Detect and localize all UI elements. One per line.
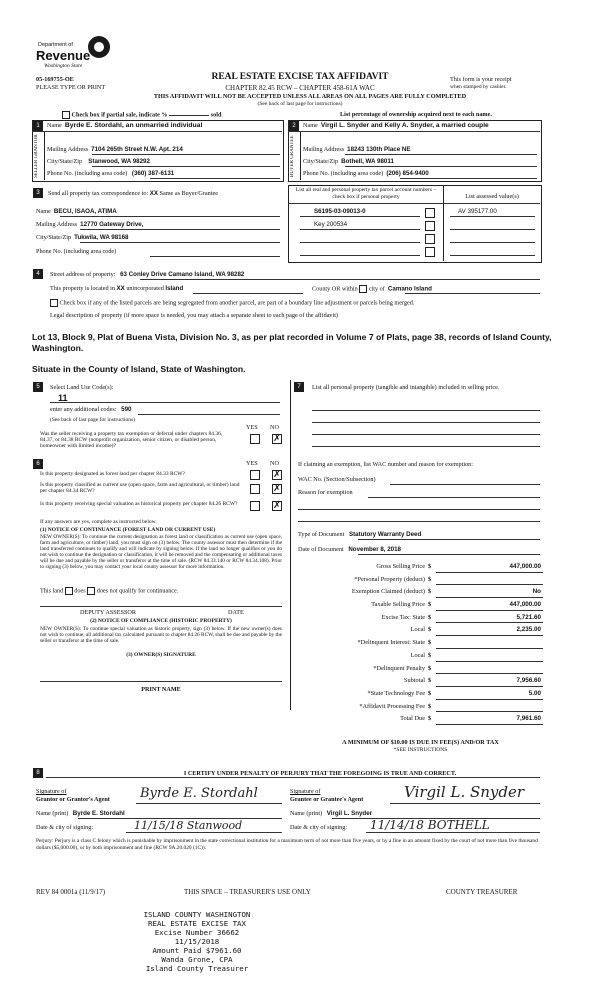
grantee-name[interactable]: Virgil L. Snyder	[326, 810, 373, 817]
grantee-sig-label: Signature of Grantee or Grantee's Agent	[290, 788, 364, 803]
does-not-checkbox[interactable]	[87, 587, 95, 595]
dollar-sign: $	[428, 702, 432, 710]
section-4-badge: 4	[33, 269, 43, 279]
grantor-signature[interactable]: Byrde E. Stordahl	[140, 786, 258, 801]
seller-phone[interactable]: (360) 387-6131	[131, 170, 175, 177]
send-correspondence: Send all property tax correspondence to: XX Same as Buyer/Grantee	[48, 190, 218, 197]
partial-sale: Check box if partial sale, indicate % sold	[62, 111, 221, 119]
forest-question: Is this property designated as forest land per chapter 84.33 RCW?	[40, 471, 185, 477]
wac-label: WAC No. (Section/Subsection)	[298, 476, 376, 483]
exemption-no-checkbox[interactable]: ✗	[273, 433, 281, 443]
forest-yes-checkbox[interactable]	[250, 470, 260, 480]
city-name[interactable]: Camano Island	[387, 285, 432, 293]
tax-row-value[interactable]: 447,000.00	[509, 563, 541, 570]
deputy-assessor: DEPUTY ASSESSOR	[80, 609, 136, 616]
tax-row-label: Gross Selling Price	[376, 563, 425, 570]
section-8-badge: 8	[33, 768, 43, 778]
tax-row	[298, 561, 543, 574]
dollar-sign: $	[428, 639, 432, 647]
parcel-4-personal-checkbox[interactable]	[425, 247, 435, 257]
tax-row	[298, 574, 543, 587]
grantor-name-row: Name (print) Byrde E. Stordahl	[36, 810, 125, 817]
exemption-yes-checkbox[interactable]	[250, 434, 260, 444]
parcel-1-personal-checkbox[interactable]	[425, 208, 435, 218]
tax-row-label: Total Due	[400, 715, 425, 723]
legal-label: Legal description of property (if more space is needed, you may attach a separate sheet to each page of the affidavit)	[50, 312, 338, 319]
s3-mailing-row: Mailing Address 12770 Gateway Drive,	[36, 221, 144, 228]
stamp-line: 11/15/2018	[174, 937, 220, 946]
parcel-1[interactable]: S6195-03-09013-0	[314, 208, 366, 215]
tax-row	[298, 637, 543, 650]
perjury-text: Perjury: Perjury is a class C felony which is punishable by imprisonment in the state correctional institution for a maximum term of not more than five years, or by a fine in an amount fixed by the court of not more than five thousand dollars ($5,000.00), or by both imprisonment and fine (RCW 9A.20.020 (1C)).	[36, 838, 538, 851]
dollar-sign: $	[428, 575, 432, 583]
dollar-sign: $	[428, 664, 432, 672]
exemption-question: Was the seller receiving a property tax exemption or deferral under chapters 84.36, 84.37, or 84.38 RCW (nonprofit organization, senior citizen, or disabled person, homeowner with limited income)?	[40, 431, 223, 450]
tax-row-value[interactable]: 2,235.00	[516, 626, 541, 634]
land-use-value[interactable]: 11	[58, 393, 68, 403]
tax-row	[298, 599, 543, 612]
buyer-side-label: BUYER GRANTEE	[290, 135, 295, 177]
additional-codes[interactable]: 590	[121, 406, 132, 413]
form-code: 05-169755-OE	[36, 76, 74, 83]
seller-side-label: SELLER GRANTOR	[34, 134, 39, 178]
current-use-yes-checkbox[interactable]	[250, 484, 260, 494]
street-address[interactable]: 63 Conley Drive Camano Island, WA 98282	[120, 271, 245, 278]
buyer-city[interactable]: Bothell, WA 98011	[341, 158, 394, 165]
exemption-claim-label: If claiming an exemption, list WAC number and reason for exemption:	[298, 461, 473, 468]
county-treasurer: COUNTY TREASURER	[446, 888, 518, 896]
buyer-name-row: Name Virgil L. Snyder and Kelly A. Snyder, a married couple	[303, 122, 489, 129]
tax-row-label: Excise Tax: State	[381, 613, 425, 621]
segregated-row: Check box if any of the listed parcels are being segregated from another parcel, are part of a boundary line adjustment or parcels being merged.	[50, 299, 550, 307]
situate-text: Situate in the County of Island, State of Washington.	[32, 364, 246, 374]
tax-row	[298, 612, 543, 625]
parcel-2-personal-checkbox[interactable]	[425, 221, 435, 231]
grantee-date-label: Date & city of signing:	[290, 824, 348, 831]
s3-mailing[interactable]: 12770 Gateway Drive,	[80, 221, 144, 228]
parcel-3-personal-checkbox[interactable]	[425, 234, 435, 244]
buyer-mailing-row: Mailing Address 18243 130th Place NE	[303, 146, 411, 153]
doc-date-row: Date of Document November 8, 2018	[298, 546, 401, 553]
stamp-line: Wanda Grone, CPA	[161, 955, 233, 964]
tax-row-value[interactable]: No	[532, 588, 541, 596]
grantee-name-row: Name (print) Virgil L. Snyder	[290, 810, 373, 817]
county-name[interactable]: Island	[165, 285, 184, 292]
personal-property-label: List all personal property (tangible and intangible) included in selling price.	[312, 384, 500, 391]
current-use-question: Is this property classified as current use (open space, farm and agricultural, or timber) land per chapter 84.34 RCW?	[40, 482, 240, 495]
tax-row-value[interactable]: 447,000.00	[509, 601, 541, 609]
section-3-badge: 3	[33, 188, 43, 198]
dollar-sign: $	[428, 715, 432, 723]
warning-text: THIS AFFIDAVIT WILL NOT BE ACCEPTED UNLESS ALL AREAS ON ALL PAGES ARE FULLY COMPLETED	[153, 93, 467, 100]
forest-no-checkbox[interactable]: ✗	[273, 469, 281, 479]
parcel-2[interactable]: Key 200534	[314, 221, 348, 228]
tax-row	[298, 675, 543, 688]
buyer-name[interactable]: Virgil L. Snyder and Kelly A. Snyder, a married couple	[320, 122, 489, 129]
grantor-sig-label: Signature of Grantor or Grantor's Agent	[36, 788, 110, 803]
tax-row-label: Subtotal	[404, 677, 425, 685]
additional-codes-row: enter any additional codes: 590	[50, 406, 132, 413]
seller-name[interactable]: Byrde E. Stordahl, an unmarried individual	[64, 122, 203, 129]
city-row: County OR within city of Camano Island	[312, 285, 432, 293]
tax-row	[298, 586, 543, 599]
parcel-header: List all real and personal property tax parcel account numbers – check box if personal property	[295, 187, 437, 200]
seller-mailing[interactable]: 7104 265th Street N.W. Apt. 214	[91, 146, 183, 153]
tax-row-value[interactable]: 5,721.60	[516, 613, 541, 621]
stamp-line: Island County Treasurer	[145, 964, 249, 973]
tax-row-label: *Delinquent Penalty	[373, 664, 425, 672]
doc-date[interactable]: November 8, 2018	[348, 546, 401, 553]
historic-no-checkbox[interactable]: ✗	[273, 500, 281, 510]
tax-row	[298, 713, 543, 726]
does-checkbox[interactable]	[65, 587, 73, 595]
buyer-mailing[interactable]: 18243 130th Place NE	[347, 146, 411, 153]
doc-type-row: Type of Document Statutory Warranty Deed	[298, 531, 422, 538]
historic-yes-checkbox[interactable]	[250, 501, 260, 511]
deputy-date: DATE	[228, 609, 244, 616]
form-title: REAL ESTATE EXCISE TAX AFFIDAVIT	[211, 72, 389, 82]
tax-row	[298, 688, 543, 701]
seller-city[interactable]: Stanwood, WA 98292	[88, 158, 150, 165]
ownership-pct: List percentage of ownership acquired next to each name.	[340, 111, 492, 118]
s5-yes: YES	[246, 424, 258, 431]
tax-calc-table	[298, 561, 543, 726]
rev-number: REV 84 0001a (11/9/17)	[36, 888, 106, 896]
historic-question: Is this property receiving special valuation as historical property per chapter 84.26 RCW?	[40, 501, 238, 507]
tax-row-label: *Delinquent Interest: State	[357, 639, 425, 647]
dollar-sign: $	[428, 677, 432, 685]
section-7-badge: 7	[294, 382, 304, 392]
city-of-checkbox[interactable]	[359, 285, 367, 293]
located-row: This property is located in XX unincorporated Island	[50, 285, 184, 292]
assessed-1[interactable]: AV 395177.00	[458, 208, 497, 215]
notice2-title: (2) NOTICE OF COMPLIANCE (HISTORIC PROPERTY)	[90, 618, 232, 624]
stamp-line: Excise Number 36662	[154, 928, 240, 937]
s3-city[interactable]: Tukwila, WA 98168	[74, 234, 129, 241]
doc-type[interactable]: Statutory Warranty Deed	[348, 531, 422, 538]
dollar-sign: $	[428, 588, 432, 596]
seller-phone-row: Phone No. (including area code) (360) 387-6131	[47, 170, 175, 177]
receipt-note-1: This form is your receipt	[450, 76, 512, 83]
logo-dept: Department of	[38, 42, 73, 48]
grantor-date[interactable]: 11/15/18 Stanwood	[134, 819, 243, 832]
print-name-label: PRINT NAME	[141, 686, 181, 693]
logo-state: Washington State	[44, 63, 83, 69]
s3-name[interactable]: BECU, ISAOA, ATIMA	[53, 208, 117, 215]
grantor-date-label: Date & city of signing:	[36, 824, 94, 831]
see-instructions: *SEE INSTRUCTIONS	[393, 747, 448, 753]
seller-city-row: City/State/Zip Stanwood, WA 98292	[47, 158, 150, 165]
street-row: Street address of property: 63 Conley Drive Camano Island, WA 98282	[50, 271, 245, 278]
tax-row-label: Local	[410, 651, 425, 659]
dollar-sign: $	[428, 626, 432, 634]
if-yes-text: If any answers are yes, complete as instructed below.	[40, 519, 157, 525]
minimum-due: A MINIMUM OF $10.00 IS DUE IN FEE(S) AND/OR TAX	[342, 739, 499, 746]
dollar-sign: $	[428, 613, 432, 621]
tax-row-label: Exemption Claimed (deduct)	[351, 588, 425, 596]
notice1-title: (1) NOTICE OF CONTINUANCE (FOREST LAND OR CURRENT USE)	[40, 527, 216, 533]
section-5-badge: 5	[33, 382, 43, 392]
partial-sale-checkbox[interactable]	[62, 111, 70, 119]
s3-phone-row: Phone No. (including area code)	[36, 248, 117, 255]
tax-row-label: *Personal Property (deduct)	[354, 575, 425, 583]
tax-row	[298, 663, 543, 676]
segregated-checkbox[interactable]	[50, 299, 58, 307]
dollar-sign: $	[428, 601, 432, 609]
reason-label: Reason for exemption	[298, 489, 353, 496]
dollar-sign: $	[428, 563, 432, 570]
grantee-signature[interactable]: Virgil L. Snyder	[404, 783, 525, 801]
tax-row-label: Local	[410, 626, 425, 634]
grantor-name[interactable]: Byrde E. Stordahl	[72, 810, 125, 817]
notice1-text: NEW OWNER(S): To continue the current designation as forest land or classification as current use (open space, farm and agriculture, or timber) land, you must sign on (3) below. The county assessor must then determine if the land transferred continues to qualify and will indicate by signing below. If the land no longer qualifies or you do not wish to continue the designation or classification, it will be removed and the compensating or additional taxes will be due and payable by the seller or transferor at the time of sale. (RCW 84.33.140 or RCW 84.34.108). Prior to signing (3) below, you may contact your local county assessor for more information.	[40, 534, 282, 571]
tax-row-label: *State Technology Fee	[367, 689, 425, 697]
grantee-date[interactable]: 11/14/18 BOTHELL	[370, 818, 490, 832]
legal-description: Lot 13, Block 9, Plat of Buena Vista, Division No. 3, as per plat recorded in Volume 7 of Plats, page 38, records of Island County, Washington.	[32, 332, 552, 353]
tax-row-label: *Affidavit Processing Fee	[359, 702, 425, 710]
notice2-text: NEW OWNER(S): To continue special valuation as historic property, sign (3) below. If the new owner(s) does not wish to continue, all additional tax calculated pursuant to chapter 84.26 RCW, shall be due and payable by the seller or transferor at the time of sale.	[40, 626, 282, 645]
owner-signature-label: (3) OWNER(S) SIGNATURE	[126, 652, 196, 658]
tax-row-value[interactable]: 5.00	[528, 689, 541, 697]
section-1-badge: 1	[33, 121, 43, 131]
s5-no: NO	[270, 424, 279, 431]
s5-see-back: (See back of last page for instructions)	[50, 417, 135, 423]
stamp-line: ISLAND COUNTY WASHINGTON	[143, 910, 251, 919]
section-6-badge: 6	[33, 459, 43, 469]
dollar-sign: $	[428, 651, 432, 659]
s3-city-row: City/State/Zip Tukwila, WA 98168	[36, 234, 129, 241]
tax-row-value[interactable]: 7,956.60	[516, 677, 541, 685]
tax-row	[298, 624, 543, 637]
land-use-label: Select Land Use Code(s):	[50, 384, 114, 391]
s3-name-row: Name BECU, ISAOA, ATIMA	[36, 208, 117, 215]
treasurer-space: THIS SPACE – TREASURER'S USE ONLY	[184, 888, 311, 896]
receipt-note-2: when stamped by cashier.	[450, 84, 507, 90]
revenue-logo	[36, 36, 126, 72]
tax-row	[298, 650, 543, 663]
certify-text: I CERTIFY UNDER PENALTY OF PERJURY THAT THE FOREGOING IS TRUE AND CORRECT.	[183, 770, 457, 777]
seller-mailing-row: Mailing Address 7104 265th Street N.W. Apt. 214	[47, 146, 183, 153]
see-back: (See back of last page for instructions)	[257, 101, 343, 107]
dollar-sign: $	[428, 689, 432, 697]
current-use-no-checkbox[interactable]: ✗	[273, 483, 281, 493]
assessed-header: List assessed value(s)	[465, 193, 519, 200]
buyer-phone-row: Phone No. (including area code) (206) 854-9400	[303, 170, 429, 177]
seller-name-row: Name Byrde E. Stordahl, an unmarried individual	[47, 122, 203, 129]
logo-revenue: Revenue	[36, 48, 91, 63]
please-type: PLEASE TYPE OR PRINT	[36, 84, 106, 91]
treasurer-stamp	[112, 910, 282, 973]
s6-yes: YES	[246, 460, 258, 467]
qualify-row: This land does does not qualify for continuance.	[40, 587, 179, 595]
tax-row-value[interactable]: 7,961.60	[516, 715, 541, 723]
buyer-city-row: City/State/Zip Bothell, WA 98011	[303, 158, 394, 165]
buyer-phone[interactable]: (206) 854-9400	[386, 170, 429, 177]
stamp-line: REAL ESTATE EXCISE TAX	[148, 919, 246, 928]
tax-row	[298, 701, 543, 714]
form-chapter: CHAPTER 82.45 RCW – CHAPTER 458-61A WAC	[225, 84, 375, 92]
stamp-line: Amount Paid $7961.60	[152, 946, 242, 955]
s6-no: NO	[270, 460, 279, 467]
section-2-badge: 2	[289, 121, 299, 131]
tax-row-label: Taxable Selling Price	[371, 601, 425, 609]
